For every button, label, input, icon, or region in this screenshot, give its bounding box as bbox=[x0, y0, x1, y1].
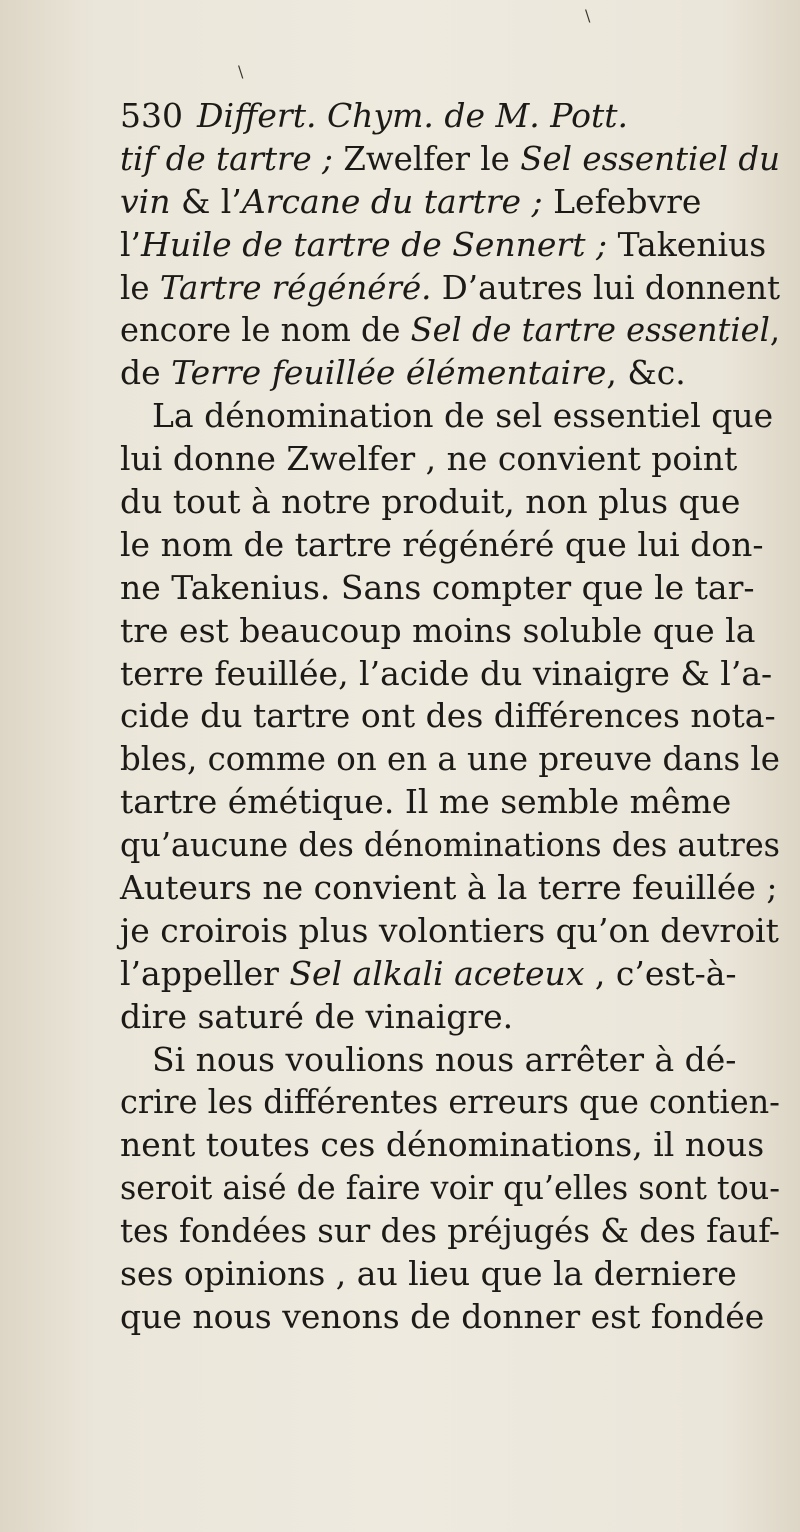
text-run: & l’ bbox=[170, 181, 242, 221]
text-run: , &c. bbox=[606, 353, 686, 393]
text-line bbox=[120, 352, 780, 395]
text-run: , c’est-à- bbox=[584, 953, 737, 993]
text-run: tes fondées sur des préjugés & des fauf- bbox=[120, 1211, 780, 1251]
text-run: tre est beaucoup moins soluble que la bbox=[120, 610, 756, 650]
text-line bbox=[120, 138, 781, 181]
text-run: Arcane du tartre ; bbox=[241, 181, 543, 221]
body-text bbox=[120, 138, 780, 1339]
text-line bbox=[120, 1296, 780, 1339]
text-line bbox=[120, 1039, 780, 1082]
text-run: seroit aisé de faire voir qu’elles sont tou- bbox=[120, 1168, 780, 1208]
text-run: lui donne Zwelfer , ne convient point bbox=[120, 439, 738, 479]
text-run: dire saturé de vinaigre. bbox=[120, 996, 514, 1036]
text-run: vin bbox=[120, 181, 171, 221]
text-run: l’ bbox=[120, 224, 142, 264]
text-run: Sel essentiel du bbox=[520, 138, 781, 178]
text-line bbox=[120, 1081, 780, 1124]
text-line bbox=[120, 610, 780, 653]
margin-mark: \ bbox=[585, 6, 591, 25]
text-line bbox=[120, 481, 780, 524]
text-line bbox=[120, 953, 780, 996]
text-line bbox=[120, 181, 780, 224]
text-line bbox=[120, 567, 780, 610]
text-line bbox=[120, 996, 780, 1039]
text-run: tif de tartre ; bbox=[120, 138, 333, 178]
text-run: ses opinions , au lieu que la derniere bbox=[120, 1254, 737, 1294]
margin-mark: \ bbox=[238, 62, 244, 81]
text-line bbox=[120, 695, 780, 738]
text-line bbox=[120, 910, 780, 953]
text-run: Tartre régénéré. bbox=[159, 267, 432, 307]
text-run: le bbox=[120, 267, 160, 307]
text-run: La dénomination de sel essentiel que bbox=[152, 396, 774, 436]
text-run: Si nous voulions nous arrêter à dé- bbox=[152, 1039, 737, 1079]
text-run: encore le nom de bbox=[120, 310, 411, 350]
text-line bbox=[120, 738, 781, 781]
text-line bbox=[120, 1124, 780, 1167]
text-run: Sel alkali aceteux bbox=[289, 953, 585, 993]
text-run: , bbox=[769, 310, 781, 350]
text-line bbox=[120, 438, 780, 481]
text-run: Auteurs ne convient à la terre feuillée ; bbox=[120, 868, 778, 908]
text-run: Lefebvre bbox=[542, 181, 702, 221]
text-line bbox=[120, 824, 781, 867]
text-run: de bbox=[120, 353, 172, 393]
text-line bbox=[120, 267, 781, 310]
text-run: cide du tartre ont des différences nota- bbox=[120, 696, 776, 736]
text-run: Sel de tartre essentiel bbox=[410, 310, 770, 350]
page-text bbox=[120, 95, 780, 1339]
text-run: bles, comme on en a une preuve dans le bbox=[120, 739, 781, 779]
text-line bbox=[120, 309, 781, 352]
text-line bbox=[120, 395, 780, 438]
text-run: qu’aucune des dénominations des autres bbox=[120, 825, 781, 865]
text-run: Zwelfer le bbox=[332, 138, 521, 178]
text-line bbox=[120, 524, 780, 567]
text-run: D’autres lui donnent bbox=[431, 267, 781, 307]
page-number: 530 bbox=[120, 96, 183, 135]
running-head bbox=[120, 95, 780, 138]
text-run: ne Takenius. Sans compter que le tar- bbox=[120, 567, 755, 607]
running-title: Differt. Chym. de M. Pott. bbox=[197, 96, 629, 135]
text-line bbox=[120, 224, 780, 267]
text-run: du tout à notre produit, non plus que bbox=[120, 482, 741, 522]
text-run: Terre feuillée élémentaire bbox=[171, 353, 607, 393]
text-run: Takenius bbox=[607, 224, 767, 264]
text-line bbox=[120, 1253, 780, 1296]
text-line bbox=[120, 653, 780, 696]
text-run: crire les différentes erreurs que contien- bbox=[120, 1082, 780, 1122]
text-run: je croirois plus volontiers qu’on devroit bbox=[120, 910, 779, 950]
text-run: nent toutes ces dénominations, il nous bbox=[120, 1125, 765, 1165]
text-run: le nom de tartre régénéré que lui don- bbox=[120, 524, 764, 564]
text-line bbox=[120, 867, 780, 910]
text-run: que nous venons de donner est fondée bbox=[120, 1296, 765, 1336]
text-line bbox=[120, 1210, 780, 1253]
text-run: Huile de tartre de Sennert ; bbox=[141, 224, 608, 264]
text-line bbox=[120, 1167, 780, 1210]
text-run: terre feuillée, l’acide du vinaigre & l’a- bbox=[120, 653, 773, 693]
text-line bbox=[120, 781, 780, 824]
text-run: l’appeller bbox=[120, 953, 290, 993]
text-run: tartre émétique. Il me semble même bbox=[120, 782, 732, 822]
